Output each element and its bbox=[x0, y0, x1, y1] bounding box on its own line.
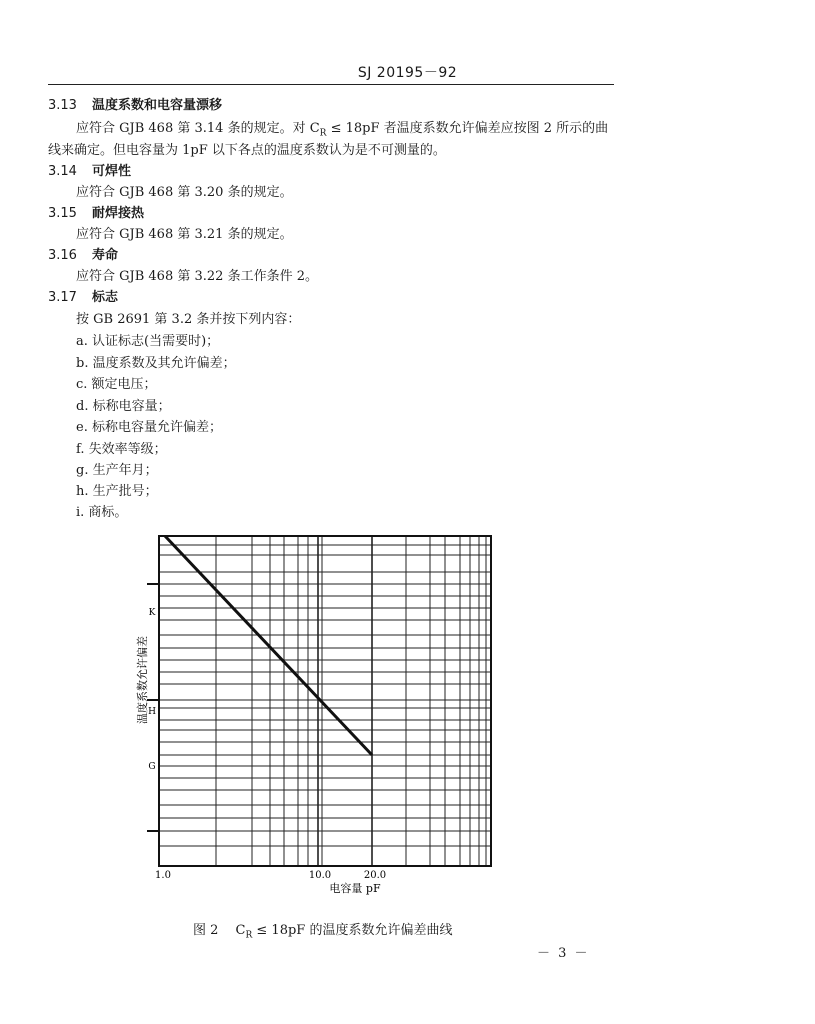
list-item: g. 生产年月； bbox=[76, 463, 158, 478]
standard-number-header: SJ 20195－92 bbox=[357, 65, 458, 81]
list-item: e. 标称电容量允许偏差； bbox=[76, 420, 222, 435]
list-item: i. 商标。 bbox=[76, 505, 128, 520]
graph-grid bbox=[159, 536, 491, 866]
section-title: 标志 bbox=[92, 290, 119, 305]
graph-frame bbox=[159, 536, 491, 866]
section-3-15-body: 应符合 GJB 468 第 3.21 条的规定。 bbox=[76, 227, 293, 242]
y-tick-label: K bbox=[148, 608, 156, 618]
list-item: b. 温度系数及其允许偏差； bbox=[76, 356, 236, 371]
tolerance-curve bbox=[165, 536, 372, 755]
section-title: 温度系数和电容量漂移 bbox=[92, 98, 223, 113]
section-3-13-body-line-2: 线来确定。但电容量为 1pF 以下各点的温度系数认为是不可测量的。 bbox=[48, 143, 446, 158]
page-number: － 3 － bbox=[537, 946, 590, 961]
x-tick-label: 20.0 bbox=[363, 870, 387, 881]
section-title: 可焊性 bbox=[92, 164, 132, 179]
y-tick-label: H bbox=[148, 707, 156, 717]
list-item: c. 额定电压； bbox=[76, 377, 157, 392]
list-item: a. 认证标志(当需要时)； bbox=[76, 334, 220, 349]
y-axis-label: 温度系数允许偏差 bbox=[136, 636, 149, 724]
section-number: 3.17 bbox=[48, 290, 77, 305]
y-tick-label: G bbox=[148, 762, 156, 772]
x-tick-label: 10.0 bbox=[308, 870, 332, 881]
section-number: 3.16 bbox=[48, 248, 77, 263]
list-item: h. 生产批号； bbox=[76, 484, 158, 499]
figure-caption: 图 2 $C_R \le 18pF$ 的温度系数允许偏差曲线 bbox=[193, 923, 453, 941]
section-number: 3.15 bbox=[48, 206, 77, 221]
list-item: f. 失效率等级； bbox=[76, 442, 167, 457]
x-tick-label: 1.0 bbox=[155, 870, 171, 881]
section-3-16-body: 应符合 GJB 468 第 3.22 条工作条件 2。 bbox=[76, 269, 318, 284]
section-3-17-intro: 按 GB 2691 第 3.2 条并按下列内容： bbox=[76, 312, 301, 327]
section-3-14-body: 应符合 GJB 468 第 3.20 条的规定。 bbox=[76, 185, 293, 200]
section-number: 3.14 bbox=[48, 164, 77, 179]
section-3-13-body-line-1: 应符合 GJB 468 第 3.14 条的规定。对 $C_R \le 18pF$ 者温度系数允许偏差应按图 2 所示的曲 bbox=[76, 121, 609, 139]
x-axis-label: 电容量 pF bbox=[329, 882, 381, 895]
section-title: 寿命 bbox=[92, 248, 119, 263]
list-item: d. 标称电容量； bbox=[76, 399, 171, 414]
section-number: 3.13 bbox=[48, 98, 77, 113]
section-title: 耐焊接热 bbox=[92, 206, 145, 221]
